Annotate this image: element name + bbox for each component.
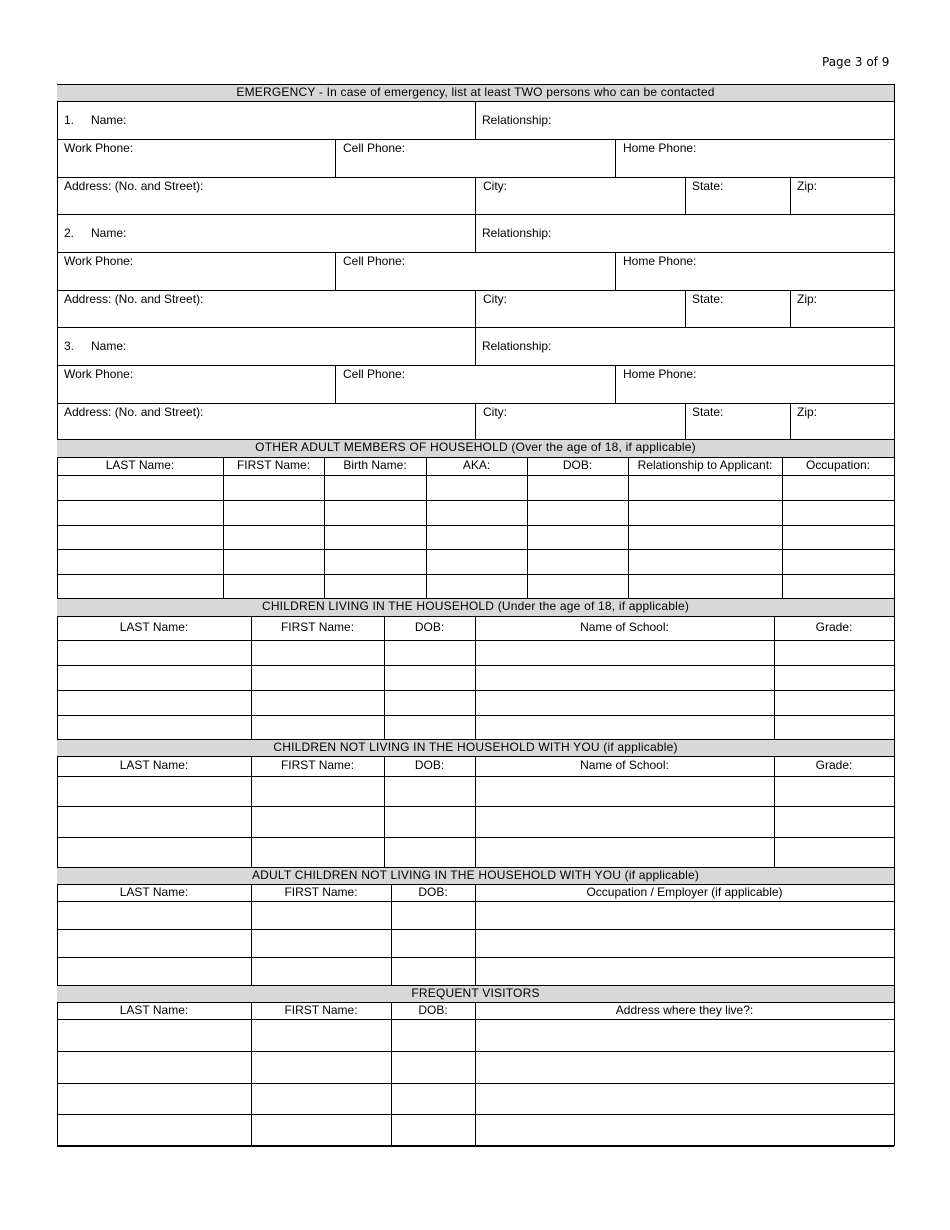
- relationship-label: Relationship:: [482, 339, 552, 353]
- other-adults-cell[interactable]: [427, 550, 526, 573]
- children-living-cell[interactable]: [775, 641, 893, 664]
- frequent-visitors-cell[interactable]: [58, 1052, 250, 1082]
- adult-children-cell[interactable]: [392, 958, 474, 984]
- state-label: State:: [692, 292, 724, 306]
- other-adults-col-header: AKA:: [462, 458, 491, 472]
- children-not-living-cell[interactable]: [385, 777, 474, 805]
- work-phone-field[interactable]: [58, 253, 334, 289]
- address-label: Address: (No. and Street):: [64, 179, 204, 193]
- home-phone-field[interactable]: [616, 140, 893, 176]
- adult-children-cell[interactable]: [58, 958, 250, 984]
- frequent-visitors-cell[interactable]: [252, 1052, 390, 1082]
- children-living-cell[interactable]: [476, 691, 773, 714]
- name-label: Name:: [91, 113, 127, 127]
- emergency-relationship-field[interactable]: [476, 102, 893, 138]
- children-living-cell[interactable]: [252, 641, 383, 664]
- children-living-cell[interactable]: [385, 716, 474, 738]
- city-label: City:: [483, 179, 507, 193]
- children-not-living-cell[interactable]: [775, 807, 893, 836]
- children-living-cell[interactable]: [476, 641, 773, 664]
- rule-line: [57, 598, 894, 599]
- frequent-visitors-col-header: FIRST Name:: [284, 1002, 358, 1017]
- cell-phone-field[interactable]: [336, 253, 614, 289]
- frequent-visitors-cell[interactable]: [392, 1052, 474, 1082]
- adult-children-col-header: LAST Name:: [119, 884, 189, 899]
- home-phone-field[interactable]: [616, 253, 893, 289]
- rule-line: [57, 985, 894, 986]
- frequent-visitors-col-header: Address where they live?:: [615, 1002, 754, 1017]
- frequent-visitors-cell[interactable]: [58, 1084, 250, 1113]
- children-not-living-cell[interactable]: [58, 777, 250, 805]
- children-not-living-cell[interactable]: [252, 838, 383, 866]
- other-adults-cell[interactable]: [325, 476, 425, 499]
- children-not-living-col-header: Grade:: [815, 758, 853, 772]
- adult-children-cell[interactable]: [252, 958, 390, 984]
- work-phone-label: Work Phone:: [64, 254, 134, 268]
- children-living-cell[interactable]: [252, 716, 383, 738]
- adult-children-cell[interactable]: [252, 930, 390, 956]
- children-living-cell[interactable]: [252, 666, 383, 689]
- emergency-relationship-field[interactable]: [476, 328, 893, 364]
- other-adults-col-header: LAST Name:: [105, 458, 175, 472]
- frequent-visitors-cell[interactable]: [476, 1115, 893, 1145]
- other-adults-col-header: Relationship to Applicant:: [637, 458, 773, 472]
- other-adults-col-header: DOB:: [562, 458, 593, 472]
- address-label: Address: (No. and Street):: [64, 292, 204, 306]
- cell-phone-field[interactable]: [336, 140, 614, 176]
- other-adults-cell[interactable]: [629, 476, 781, 499]
- children-living-col-header: Grade:: [815, 620, 853, 634]
- work-phone-field[interactable]: [58, 140, 334, 176]
- emergency-relationship-field[interactable]: [476, 215, 893, 251]
- contact-number: 1.: [64, 113, 75, 127]
- rule-line: [57, 1146, 894, 1147]
- zip-field[interactable]: [791, 178, 893, 213]
- cell-phone-label: Cell Phone:: [343, 141, 406, 155]
- city-label: City:: [483, 405, 507, 419]
- other-adults-cell[interactable]: [783, 501, 893, 524]
- children-not-living-col-header: Name of School:: [580, 758, 669, 772]
- other-adults-cell[interactable]: [783, 526, 893, 548]
- other-adults-cell[interactable]: [528, 476, 627, 499]
- zip-field[interactable]: [791, 291, 893, 326]
- children-living-cell[interactable]: [58, 716, 250, 738]
- rule-line: [57, 439, 894, 440]
- children-not-living-cell[interactable]: [252, 777, 383, 805]
- city-field[interactable]: [476, 404, 684, 439]
- children-living-cell[interactable]: [58, 691, 250, 714]
- work-phone-field[interactable]: [58, 366, 334, 402]
- children-living-cell[interactable]: [385, 691, 474, 714]
- cell-phone-field[interactable]: [336, 366, 614, 402]
- contact-number: 3.: [64, 339, 75, 353]
- other-adults-cell[interactable]: [528, 501, 627, 524]
- page-number: Page 3 of 9: [822, 55, 890, 69]
- children-living-cell[interactable]: [252, 691, 383, 714]
- emergency-title: EMERGENCY - In case of emergency, list at least TWO persons who can be contacted: [236, 85, 715, 99]
- other-adults-cell[interactable]: [325, 575, 425, 597]
- state-label: State:: [692, 179, 724, 193]
- state-field[interactable]: [686, 291, 789, 326]
- address-field[interactable]: [58, 178, 474, 213]
- adult-children-cell[interactable]: [392, 902, 474, 928]
- state-field[interactable]: [686, 178, 789, 213]
- name-label: Name:: [91, 339, 127, 353]
- other-adults-cell[interactable]: [528, 550, 627, 573]
- children-living-cell[interactable]: [58, 641, 250, 664]
- cell-phone-label: Cell Phone:: [343, 254, 406, 268]
- children-living-title: CHILDREN LIVING IN THE HOUSEHOLD (Under the age of 18, if applicable): [261, 599, 690, 613]
- children-not-living-title: CHILDREN NOT LIVING IN THE HOUSEHOLD WITH YOU (if applicable): [273, 739, 678, 754]
- children-not-living-col-header: FIRST Name:: [280, 758, 355, 772]
- children-living-cell[interactable]: [385, 641, 474, 664]
- frequent-visitors-cell[interactable]: [476, 1020, 893, 1050]
- other-adults-cell[interactable]: [427, 501, 526, 524]
- children-living-cell[interactable]: [775, 716, 893, 738]
- other-adults-cell[interactable]: [325, 550, 425, 573]
- emergency-name-field[interactable]: [58, 102, 474, 138]
- rule-line: [57, 867, 894, 868]
- children-living-cell[interactable]: [385, 666, 474, 689]
- relationship-label: Relationship:: [482, 113, 552, 127]
- other-adults-cell[interactable]: [58, 476, 222, 499]
- frequent-visitors-cell[interactable]: [476, 1084, 893, 1113]
- adult-children-cell[interactable]: [476, 930, 893, 956]
- adult-children-col-header: Occupation / Employer (if applicable): [586, 884, 783, 899]
- other-adults-cell[interactable]: [58, 550, 222, 573]
- other-adults-cell[interactable]: [629, 526, 781, 548]
- home-phone-label: Home Phone:: [623, 141, 697, 155]
- frequent-visitors-title: FREQUENT VISITORS: [411, 985, 540, 1000]
- other-adults-cell[interactable]: [629, 575, 781, 597]
- children-not-living-cell[interactable]: [476, 777, 773, 805]
- children-not-living-cell[interactable]: [385, 807, 474, 836]
- other-adults-cell[interactable]: [325, 526, 425, 548]
- other-adults-cell[interactable]: [58, 575, 222, 597]
- other-adults-cell[interactable]: [224, 476, 323, 499]
- cell-phone-label: Cell Phone:: [343, 367, 406, 381]
- children-living-cell[interactable]: [775, 691, 893, 714]
- other-adults-cell[interactable]: [629, 501, 781, 524]
- other-adults-cell[interactable]: [629, 550, 781, 573]
- home-phone-label: Home Phone:: [623, 367, 697, 381]
- contact-number: 2.: [64, 226, 75, 240]
- zip-label: Zip:: [797, 292, 818, 306]
- frequent-visitors-cell[interactable]: [392, 1115, 474, 1145]
- other-adults-cell[interactable]: [783, 550, 893, 573]
- other-adults-cell[interactable]: [224, 550, 323, 573]
- other-adults-cell[interactable]: [528, 575, 627, 597]
- frequent-visitors-cell[interactable]: [58, 1115, 250, 1145]
- children-living-cell[interactable]: [58, 666, 250, 689]
- other-adults-cell[interactable]: [58, 501, 222, 524]
- children-not-living-cell[interactable]: [58, 838, 250, 866]
- children-living-cell[interactable]: [775, 666, 893, 689]
- adult-children-cell[interactable]: [58, 930, 250, 956]
- frequent-visitors-cell[interactable]: [252, 1115, 390, 1145]
- adult-children-cell[interactable]: [252, 902, 390, 928]
- frequent-visitors-cell[interactable]: [252, 1084, 390, 1113]
- emergency-name-field[interactable]: [58, 215, 474, 251]
- frequent-visitors-cell[interactable]: [58, 1020, 250, 1050]
- rule-line: [57, 739, 894, 740]
- other-adults-title: OTHER ADULT MEMBERS OF HOUSEHOLD (Over the age of 18, if applicable): [255, 440, 696, 454]
- children-not-living-cell[interactable]: [775, 777, 893, 805]
- frequent-visitors-cell[interactable]: [252, 1020, 390, 1050]
- other-adults-cell[interactable]: [783, 575, 893, 597]
- other-adults-cell[interactable]: [224, 501, 323, 524]
- children-not-living-cell[interactable]: [775, 838, 893, 866]
- state-field[interactable]: [686, 404, 789, 439]
- other-adults-cell[interactable]: [427, 526, 526, 548]
- children-living-col-header: LAST Name:: [119, 620, 189, 634]
- work-phone-label: Work Phone:: [64, 141, 134, 155]
- other-adults-cell[interactable]: [427, 575, 526, 597]
- other-adults-cell[interactable]: [58, 526, 222, 548]
- children-living-col-header: FIRST Name:: [280, 620, 355, 634]
- frequent-visitors-cell[interactable]: [476, 1052, 893, 1082]
- adult-children-cell[interactable]: [476, 902, 893, 928]
- zip-label: Zip:: [797, 405, 818, 419]
- adult-children-col-header: DOB:: [418, 884, 448, 899]
- city-field[interactable]: [476, 178, 684, 213]
- children-not-living-col-header: DOB:: [414, 758, 445, 772]
- zip-label: Zip:: [797, 179, 818, 193]
- city-label: City:: [483, 292, 507, 306]
- children-not-living-col-header: LAST Name:: [119, 758, 189, 772]
- frequent-visitors-col-header: LAST Name:: [119, 1002, 189, 1017]
- other-adults-cell[interactable]: [325, 501, 425, 524]
- zip-field[interactable]: [791, 404, 893, 439]
- children-living-cell[interactable]: [476, 716, 773, 738]
- children-living-cell[interactable]: [476, 666, 773, 689]
- other-adults-cell[interactable]: [224, 526, 323, 548]
- other-adults-cell[interactable]: [427, 476, 526, 499]
- work-phone-label: Work Phone:: [64, 367, 134, 381]
- children-not-living-cell[interactable]: [385, 838, 474, 866]
- other-adults-col-header: Occupation:: [805, 458, 871, 472]
- children-living-col-header: Name of School:: [580, 620, 669, 634]
- state-label: State:: [692, 405, 724, 419]
- other-adults-cell[interactable]: [528, 526, 627, 548]
- adult-children-title: ADULT CHILDREN NOT LIVING IN THE HOUSEHOLD WITH YOU (if applicable): [251, 867, 700, 882]
- other-adults-col-header: Birth Name:: [343, 458, 407, 472]
- frequent-visitors-col-header: DOB:: [418, 1002, 448, 1017]
- city-field[interactable]: [476, 291, 684, 326]
- address-field[interactable]: [58, 404, 474, 439]
- home-phone-label: Home Phone:: [623, 254, 697, 268]
- other-adults-col-header: FIRST Name:: [236, 458, 311, 472]
- address-field[interactable]: [58, 291, 474, 326]
- name-label: Name:: [91, 226, 127, 240]
- children-not-living-cell[interactable]: [476, 807, 773, 836]
- home-phone-field[interactable]: [616, 366, 893, 402]
- emergency-name-field[interactable]: [58, 328, 474, 364]
- children-not-living-cell[interactable]: [252, 807, 383, 836]
- adult-children-cell[interactable]: [476, 958, 893, 984]
- frequent-visitors-cell[interactable]: [392, 1084, 474, 1113]
- children-not-living-cell[interactable]: [476, 838, 773, 866]
- children-not-living-cell[interactable]: [58, 807, 250, 836]
- adult-children-col-header: FIRST Name:: [284, 884, 358, 899]
- children-living-col-header: DOB:: [414, 620, 445, 634]
- adult-children-cell[interactable]: [58, 902, 250, 928]
- relationship-label: Relationship:: [482, 226, 552, 240]
- other-adults-cell[interactable]: [783, 476, 893, 499]
- frequent-visitors-cell[interactable]: [392, 1020, 474, 1050]
- other-adults-cell[interactable]: [224, 575, 323, 597]
- address-label: Address: (No. and Street):: [64, 405, 204, 419]
- adult-children-cell[interactable]: [392, 930, 474, 956]
